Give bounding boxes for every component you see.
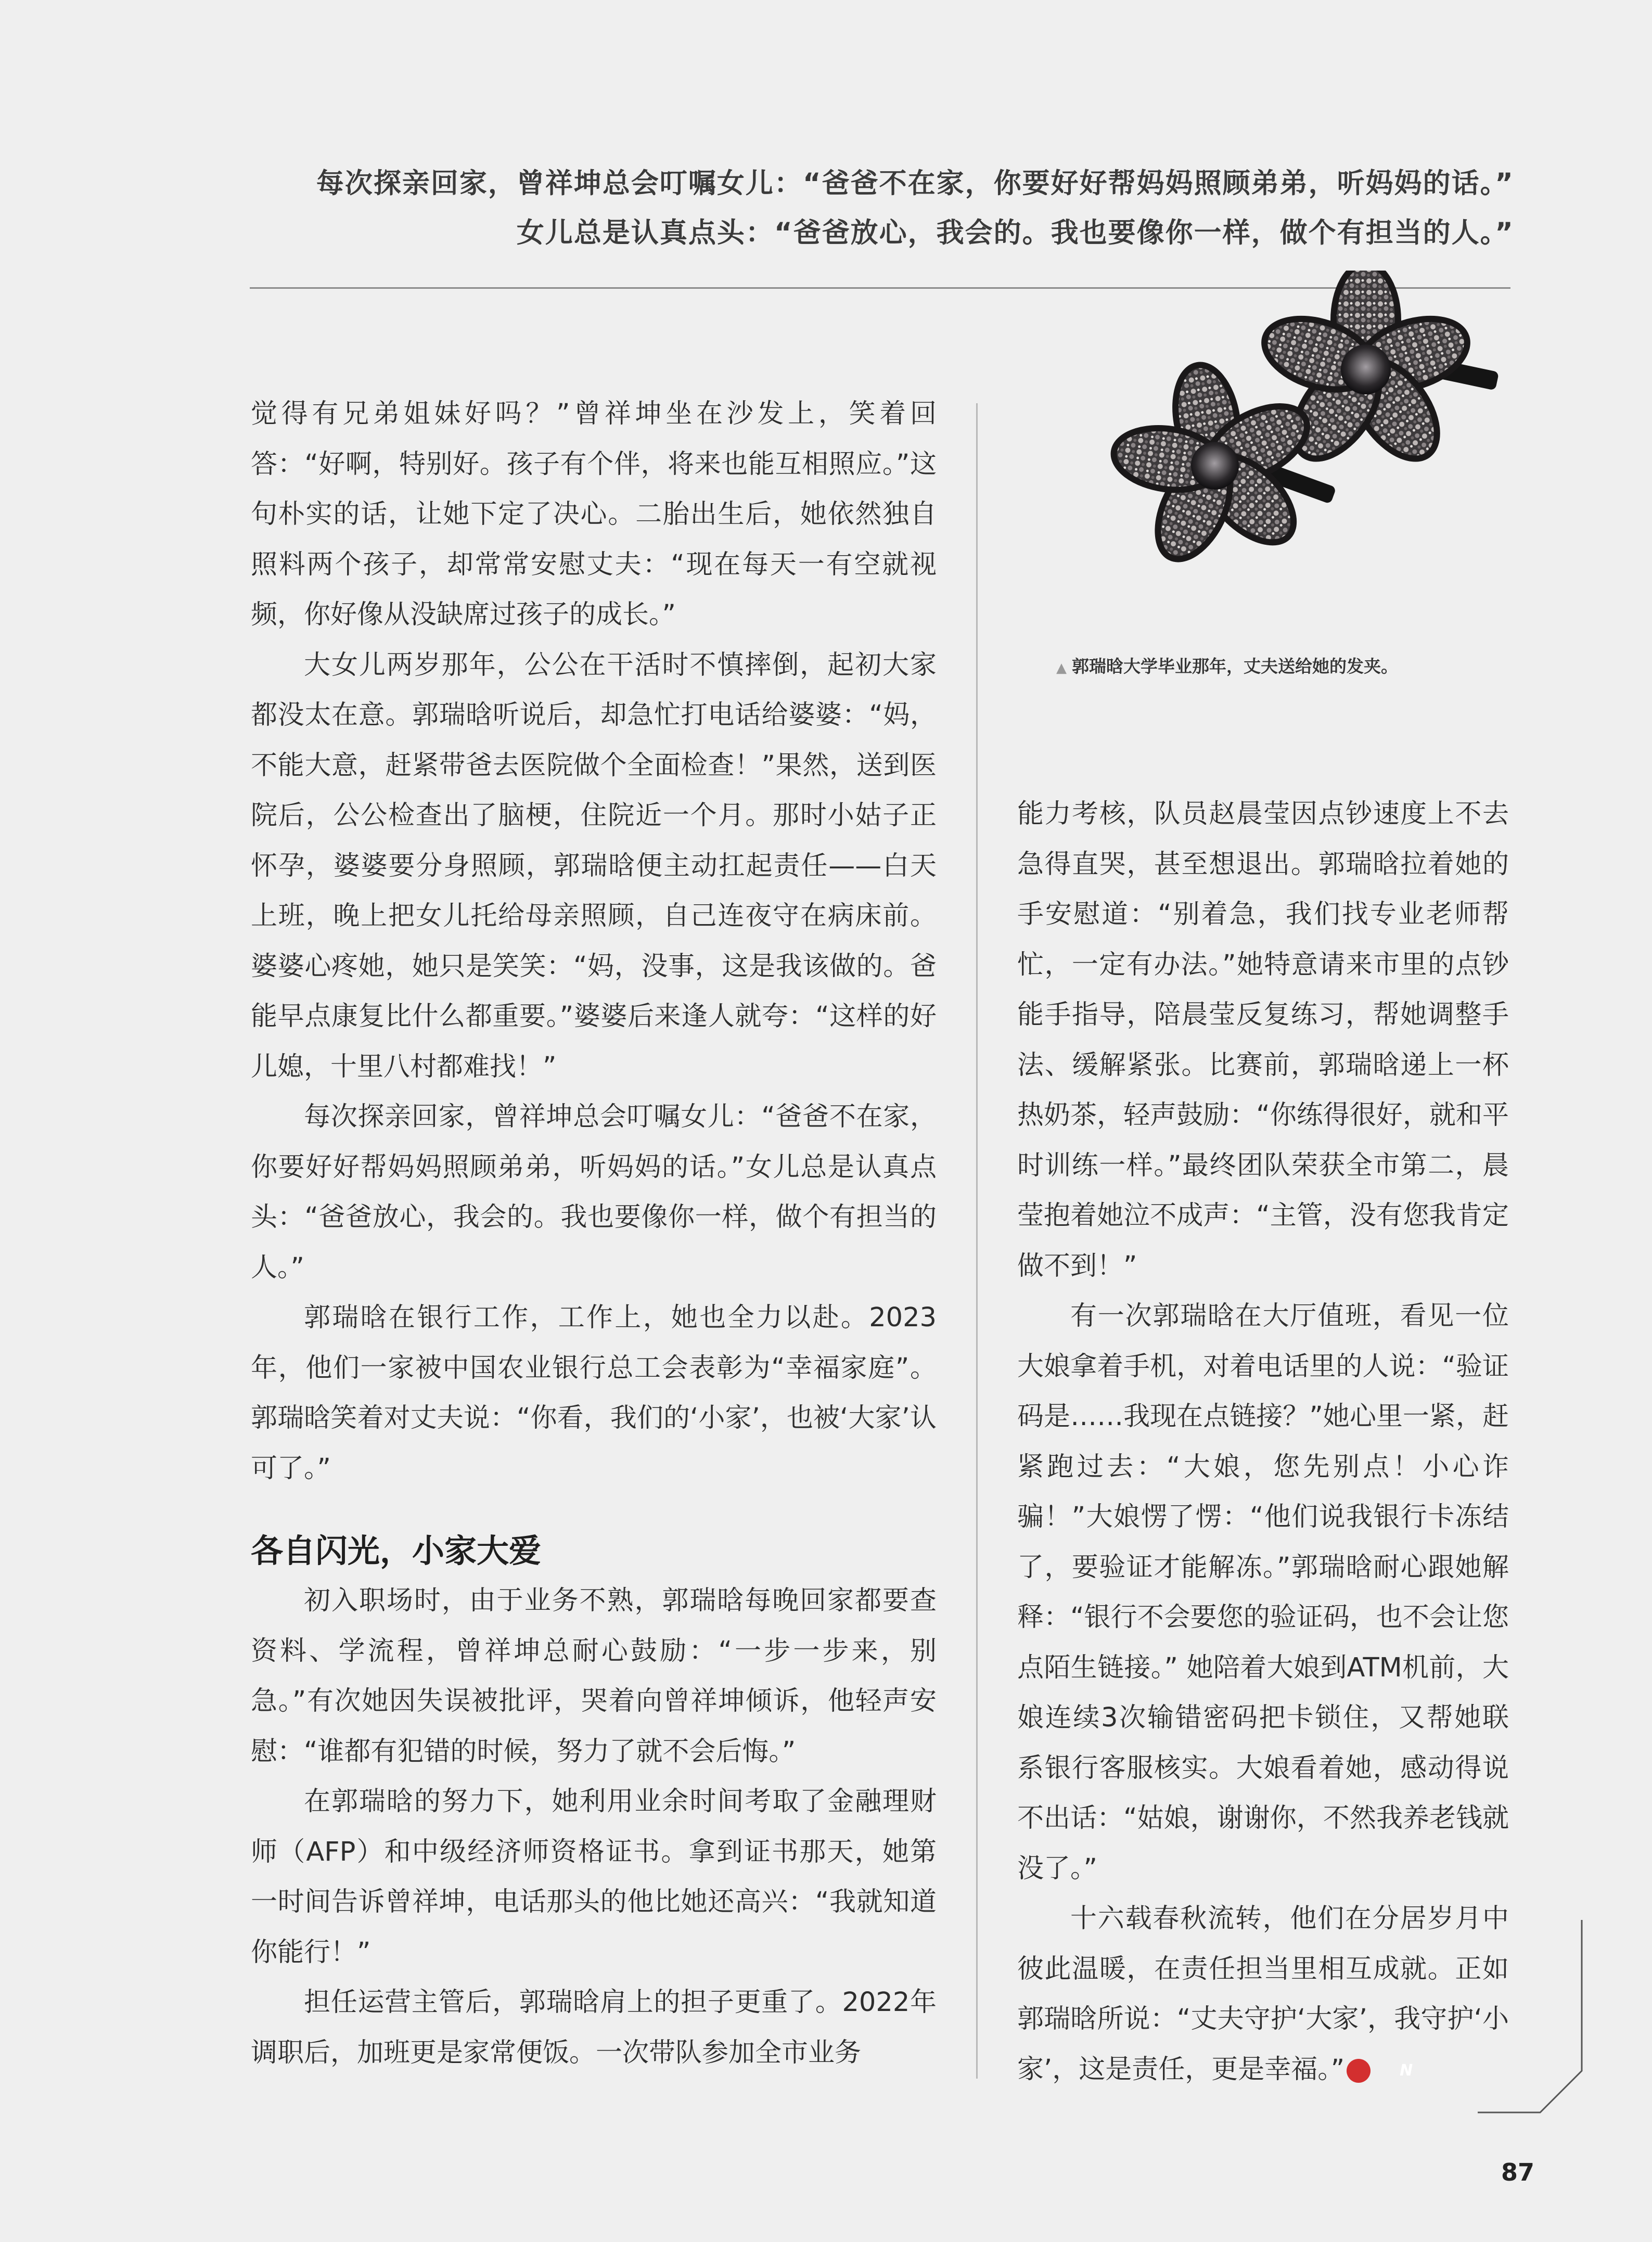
paragraph: 觉得有兄弟姐妹好吗？”曾祥坤坐在沙发上，笑着回答：“好啊，特别好。孩子有个伴，将来也能互相照应。”这句朴实的话，让她下定了决心。二胎出生后，她依然独自照料两个孩子，却常常安慰丈夫：“现在每天一有空就视频，你好像从没缺席过孩子的成长。” [251,399,937,630]
caption-text: 郭瑞晗大学毕业那年，丈夫送给她的发夹。 [1072,656,1398,676]
paragraph: 大女儿两岁那年，公公在干活时不慎摔倒，起初大家都没太在意。郭瑞晗听说后，却急忙打电话给婆婆：“妈，不能大意，赶紧带爸去医院做个全面检查！”果然，送到医院后，公公检查出了脑梗，住院近一个月。那时小姑子正怀孕，婆婆要分身照顾，郭瑞晗便主动扛起责任——白天上班，晚上把女儿托给母亲照顾，自己连夜守在病床前。婆婆心疼她，她只是笑笑：“妈，没事，这是我该做的。爸能早点康复比什么都重要。”婆婆后来逢人就夸：“这样的好儿媳，十里八村都难找！” [251,649,937,1082]
caption-triangle-icon: ▲ [1056,660,1067,676]
paragraph: 担任运营主管后，郭瑞晗肩上的担子更重了。2022年调职后，加班更是家常便饭。一次带队参加全市业务 [251,1987,937,2068]
paragraph: 有一次郭瑞晗在大厅值班，看见一位大娘拿着手机，对着电话里的人说：“验证码是……我现在点链接？”她心里一紧，赶紧跑过去：“大娘，您先别点！小心诈骗！”大娘愣了愣：“他们说我银行卡冻结了，要验证才能解冻。”郭瑞晗耐心跟她解释：“银行不会要您的验证码，也不会让您点陌生链接。” 她陪着大娘到ATM机前，大娘连续3次输错密码把卡锁住，又帮她联系银行客服核实。大娘看着她，感动得说不出话：“姑娘，谢谢你，不然我养老钱就没了。” [1017,1301,1509,1884]
left-column [251,389,937,2078]
corner-decoration [1478,1920,1587,2128]
paragraph: 每次探亲回家，曾祥坤总会叮嘱女儿：“爸爸不在家，你要好好帮妈妈照顾弟弟，听妈妈的话。”女儿总是认真点头：“爸爸放心，我会的。我也要像你一样，做个有担当的人。” [251,1101,937,1283]
paragraph: 能力考核，队员赵晨莹因点钞速度上不去急得直哭，甚至想退出。郭瑞晗拉着她的手安慰道：“别着急，我们找专业老师帮忙，一定有办法。”她特意请来市里的点钞能手指导，陪晨莹反复练习，帮她调整手法、缓解紧张。比赛前，郭瑞晗递上一杯热奶茶，轻声鼓励：“你练得很好，就和平时训练一样。”最终团队荣获全市第二，晨莹抱着她泣不成声：“主管，没有您我肯定做不到！” [1017,799,1509,1282]
photo-caption [1056,653,1525,677]
paragraph: 郭瑞晗在银行工作，工作上，她也全力以赴。2023年，他们一家被中国农业银行总工会表彰为“幸福家庭”。郭瑞晗笑着对丈夫说：“你看，我们的‘小家’，也被‘大家’认可了。” [251,1302,937,1484]
hair-clip-photo [1082,271,1509,604]
end-mark-icon: N [1347,2059,1371,2083]
paragraph: 初入职场时，由于业务不熟，郭瑞晗每晚回家都要查资料、学流程，曾祥坤总耐心鼓励：“一步一步来，别急。”有次她因失误被批评，哭着向曾祥坤倾诉，他轻声安慰：“谁都有犯错的时候，努力了就不会后悔。” [251,1585,937,1767]
right-column [1017,789,1509,2095]
section-heading: 各自闪光，小家大爱 [251,1532,542,1570]
paragraph: 在郭瑞晗的努力下，她利用业余时间考取了金融理财师（AFP）和中级经济师资格证书。拿到证书那天，她第一时间告诉曾祥坤，电话那头的他比她还高兴：“我就知道你能行！” [251,1786,937,1968]
paragraph-text: 十六载春秋流转，他们在分居岁月中彼此温暖，在责任担当里相互成就。正如郭瑞晗所说：“丈夫守护‘大家’，我守护‘小家’，这是责任，更是幸福。” [1017,1903,1509,2085]
pull-quote-line-2: 女儿总是认真点头：“爸爸放心，我会的。我也要像你一样，做个有担当的人。” [516,217,1514,249]
page-number: 87 [1501,2158,1535,2186]
paragraph [1017,1894,1509,2095]
pull-quote-line-1: 每次探亲回家，曾祥坤总会叮嘱女儿：“爸爸不在家，你要好好帮妈妈照顾弟弟，听妈妈的话。” [316,168,1514,199]
column-separator [976,403,978,2079]
pull-quote [245,159,1514,258]
